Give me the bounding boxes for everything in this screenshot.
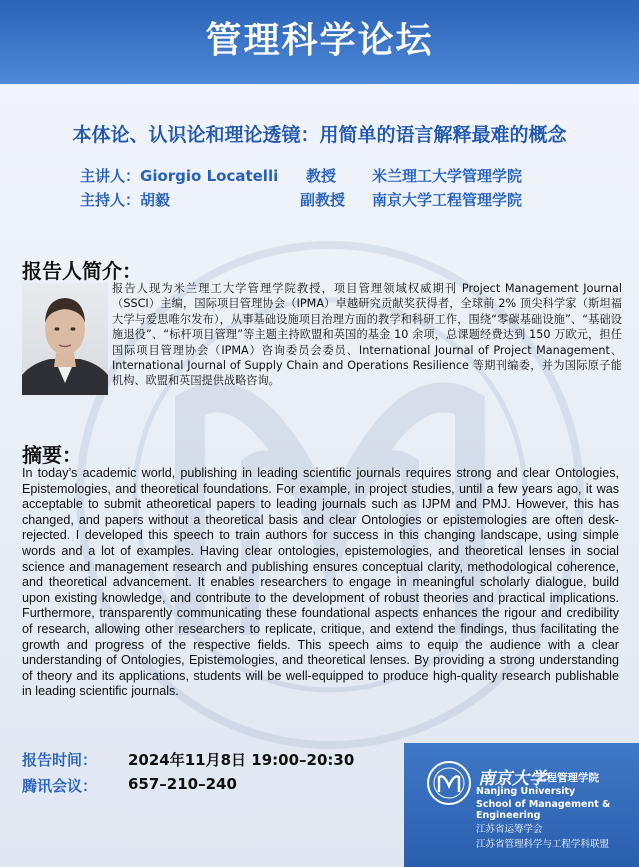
time-value: 2024年11月8日 19:00–20:30 xyxy=(128,751,355,769)
university-name-en: Nanjing University xyxy=(476,786,576,797)
meeting-row xyxy=(22,775,237,796)
speaker-rank: 教授 xyxy=(306,167,337,185)
talk-title: 本体论、认识论和理论透镜：用简单的语言解释最难的概念 xyxy=(72,124,567,146)
speaker-name-text: Giorgio Locatelli xyxy=(140,167,279,185)
co-organizer-1: 江苏省运筹学会 xyxy=(476,824,543,835)
host-rank: 副教授 xyxy=(300,191,346,209)
bio-text-block xyxy=(22,281,622,397)
abstract-text: In today’s academic world, publishing in leading scientific journals requires strong and clear Ontologies, Epistemologies, and theoretical foundations. For example, in project studies, until a few years ago, it was acceptable to submit atheoretical papers to leading journals such as IJPM and PMJ. However, this has changed, and papers without a theoretical basis and clear Ontologies or epistemologies are often desk-rejected. I developed this speech to train authors for success in this changing landscape, using simple words and a lot of examples. Having clear ontologies, epistemologies, and theoretical lenses in social science and management research and publishing ensures conceptual clarity, methodological coherence, and theoretical advancement. It enables researchers to engage in meaningful scholarly dialogue, build upon existing knowledge, and contribute to the development of robust theories and practical implications. Furthermore, transparently communicating these foundational aspects enhances the rigour and credibility of research, allowing other researchers to replicate, critique, and extend the findings, thus facilitating the growth and progress of the respective fields. This speech aims to equip the audience with a clear understanding of Ontologies, Epistemologies, and theoretical lenses. By providing a strong understanding of theory and its applications, students will be well-equipped to produce high-quality research publishable in leading scientific journals. xyxy=(22,466,619,699)
university-name-zh: 南京大学 xyxy=(478,769,546,789)
host-name xyxy=(80,189,170,210)
forum-title: 管理科学论坛 xyxy=(205,19,434,61)
co-organizer-2: 江苏省管理科学与工程学科联盟 xyxy=(476,839,610,850)
school-name-zh: 工程管理学院 xyxy=(536,772,599,784)
meeting-id: 657–210–240 xyxy=(128,775,237,793)
header-banner xyxy=(0,0,639,84)
bio-heading: 报告人简介： xyxy=(22,259,142,283)
host-institution: 南京大学工程管理学院 xyxy=(372,191,523,209)
university-logo-icon xyxy=(426,760,472,806)
school-name-en: School of Management & Engineering xyxy=(476,799,611,821)
speaker-name xyxy=(80,165,278,186)
host-name-text: 胡毅 xyxy=(140,191,171,209)
host-label: 主持人： xyxy=(80,191,141,209)
abstract-heading: 摘要： xyxy=(22,443,82,467)
speaker-institution: 米兰理工大学管理学院 xyxy=(372,167,523,185)
bio-text: 报告人现为米兰理工大学管理学院教授，项目管理领域权威期刊 Project Management Journal（SSCI）主编，国际项目管理协会（IPMA）卓越研究贡献奖获得者，全球前 2% 顶尖科学家（斯坦福大学与爱思唯尔发布），从事基础设施项目治理方面的教学和科研工作，围绕“零碳基础设施”、“基础设施退役”、“标杆项目管理”等主题主持欧盟和英国的基金 10 余项，总课题经费达到 150 万欧元，担任国际项目管理协会（IPMA）咨询委员会委员、International Journal of Project Management、International Journal of Supply Chain and Operations Resilience 等期刊编委，并为国际原子能机构、欧盟和英国提供战略咨询。 xyxy=(112,282,622,388)
time-label: 报告时间： xyxy=(22,751,98,769)
speaker-label: 主讲人： xyxy=(80,167,141,185)
meeting-label: 腾讯会议： xyxy=(22,777,98,795)
time-row xyxy=(22,749,355,770)
